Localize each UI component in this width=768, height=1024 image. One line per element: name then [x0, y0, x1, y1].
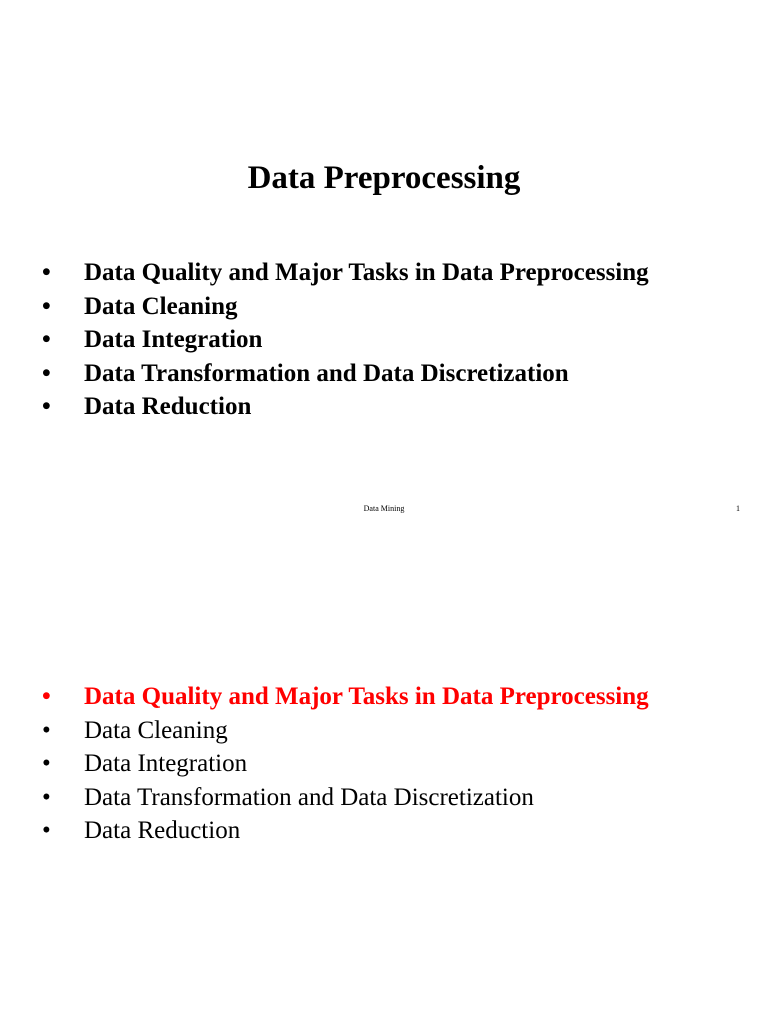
bullet-icon: •: [42, 393, 51, 420]
slide-footer-label: Data Mining: [363, 504, 405, 513]
bullet-icon: •: [42, 292, 51, 320]
list-item-text: Data Integration: [84, 750, 248, 777]
list-item-text: Data Transformation and Data Discretization: [84, 783, 534, 811]
slide-2: [0, 530, 768, 1024]
bullet-icon: •: [42, 783, 51, 811]
bullet-icon: •: [42, 750, 51, 777]
slide-page-number: 1: [736, 504, 740, 513]
list-item-text: Data Transformation and Data Discretization: [84, 359, 569, 387]
bullet-icon: •: [42, 326, 51, 353]
slide-title: Data Preprocessing: [247, 160, 521, 196]
bullet-icon: •: [42, 683, 51, 710]
bullet-icon: •: [42, 259, 51, 286]
bullet-icon: •: [42, 359, 51, 387]
list-item-text: Data Cleaning: [84, 716, 228, 744]
list-item-text: Data Reduction: [84, 393, 252, 420]
bullet-icon: •: [42, 716, 51, 744]
list-item-text: Data Cleaning: [84, 292, 238, 320]
list-item-text: Data Quality and Major Tasks in Data Preprocessing: [84, 259, 649, 286]
list-item-text: Data Integration: [84, 326, 263, 353]
list-item-text: Data Reduction: [84, 817, 241, 844]
bullet-icon: •: [42, 817, 51, 844]
list-item-text: Data Quality and Major Tasks in Data Preprocessing: [84, 683, 649, 710]
